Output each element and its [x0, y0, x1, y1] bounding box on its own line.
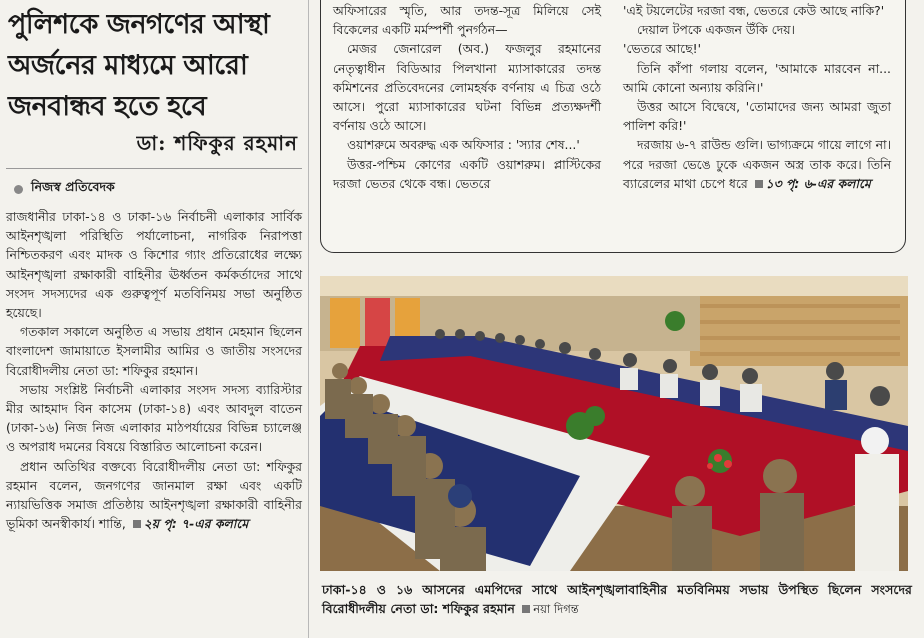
- square-icon: [755, 180, 763, 188]
- paragraph: 'ভেতরে আছে!': [623, 41, 702, 57]
- boxed-story-left-column: [333, 1, 601, 252]
- photo-caption: [322, 580, 912, 619]
- square-icon: [522, 605, 530, 613]
- headline: [8, 4, 302, 127]
- meeting-photo-illustration: [320, 276, 908, 571]
- correspondent-text: নিজস্ব প্রতিবেদক: [31, 179, 115, 194]
- boxed-story-right-column: [623, 1, 891, 252]
- paragraph: সভায় সংশ্লিষ্ট নির্বাচনী এলাকার সংসদ সদস্য ব্যারিস্টার মীর আহমাদ বিন কাসেম (ঢাকা-১৪) এবং আবদুল বাতেন (ঢাকা-১৬) নিজ নিজ এলাকার মাঠপর্যায়ের বিভিন্ন চ্যালেঞ্জ ও অপরাধ দমনের বিষয়ে বিস্তারিত আলোচনা করেন।: [6, 381, 302, 455]
- caption-text: ঢাকা-১৪ ও ১৬ আসনের এমপিদের সাথে আইনশৃঙ্খলাবাহিনীর মতবিনিময় সভায় উপস্থিত ছিলেন সংসদের বিরোধীদলীয় নেতা ডা: শফিকুর রহমান: [322, 582, 912, 616]
- paragraph-text: দরজায় ৬-৭ রাউন্ড গুলি। ভাগ্যক্রমে গায়ে লাগে না। পরে দরজা ভেঙে ঢুকে একজন অস্ত্র তাক করে। তিনি ব্যারেলের মাথা চেপে ধরে: [623, 137, 891, 191]
- paragraph: উত্তর-পশ্চিম কোণের একটি ওয়াশরুম। প্লাস্টিকের দরজা ভেতর থেকে বন্ধ। ভেতরে: [333, 156, 601, 191]
- photo-credit: নয়া দিগন্ত: [533, 602, 579, 616]
- paragraph: মেজর জেনারেল (অব.) ফজলুর রহমানের নেতৃত্বাধীন বিডিআর পিলখানা ম্যাসাকারের তদন্ত কমিশনের প্রতিবেদনের লোমহর্ষক বর্ণনায় এ চিত্র ওঠে আসে। পুরো ম্যাসাকারের ঘটনা বিভিন্ন প্রত্যক্ষদর্শী বর্ণনায় ওঠে আসে।: [333, 41, 601, 134]
- paragraph: তিনি কাঁপা গলায় বলেন, 'আমাকে মারবেন না... আমি কোনো অন্যায় করিনি।': [623, 60, 891, 95]
- lead-story: [6, 0, 302, 638]
- paragraph-last: [623, 135, 891, 193]
- column-divider: [308, 0, 309, 638]
- divider: [6, 168, 302, 169]
- boxed-story: [320, 0, 906, 253]
- lead-story-body: [6, 207, 302, 533]
- paragraph-text: প্রধান অতিথির বক্তব্যে বিরোধীদলীয় নেতা ডা: শফিকুর রহমান বলেন, জনগণের জানমাল রক্ষা এবং একটি ন্যায়ভিত্তিক সমাজ প্রতিষ্ঠায় আইনশৃঙ্খলা রক্ষাকারী বাহিনীর ভূমিকা অনস্বীকার্য। শান্তি,: [6, 458, 302, 532]
- paragraph: 'এই টয়লেটের দরজা বন্ধ, ভেতরে কেউ আছে নাকি?': [623, 3, 885, 18]
- paragraph: গতকাল সকালে অনুষ্ঠিত এ সভায় প্রধান মেহমান ছিলেন বাংলাদেশ জামায়াতে ইসলামীর আমির ও জাতীয় সংসদের বিরোধীদলীয় নেতা ডা: শফিকুর রহমান।: [6, 324, 302, 378]
- paragraph-last: [6, 457, 302, 534]
- continuation-link[interactable]: ১৩ পৃ: ৬-এর কলামে: [765, 175, 871, 191]
- byline: ডা: শফিকুর রহমান: [136, 131, 298, 155]
- headline-line-3: জনবান্ধব হতে হবে: [8, 91, 207, 122]
- continuation-link[interactable]: ২য় পৃ: ৭-এর কলামে: [143, 516, 249, 532]
- correspondent-label: [14, 179, 302, 199]
- bullet-icon: [14, 185, 23, 194]
- square-icon: [133, 520, 141, 528]
- paragraph: উত্তর আসে বিদ্বেষে, 'তোমাদের জন্য আমরা জুতা পালিশ করি!': [623, 99, 891, 134]
- paragraph: ওয়াশরুমে অবরুদ্ধ এক অফিসার : 'স্যার শেষ...': [347, 137, 580, 153]
- paragraph: রাজধানীর ঢাকা-১৪ ও ঢাকা-১৬ নির্বাচনী এলাকার সার্বিক আইনশৃঙ্খলা পরিস্থিতি পর্যালোচনা, নাগরিক নিরাপত্তা নিশ্চিতকরণ এবং মাদক ও কিশোর গ্যাং প্রতিরোধের লক্ষ্যে আইনশৃঙ্খলা রক্ষাকারী বাহিনীর ঊর্ধ্বতন কর্মকর্তাদের সাথে সংসদ সদস্যদের এক গুরুত্বপূর্ণ মতবিনিময় সভা অনুষ্ঠিত হয়েছে।: [6, 209, 302, 321]
- headline-line-1: পুলিশকে জনগণের আস্থা: [8, 9, 270, 40]
- meeting-photo: [320, 276, 908, 571]
- paragraph: দেয়াল টপকে একজন উঁকি দেয়।: [637, 22, 795, 38]
- paragraph: অফিসারের স্মৃতি, আর তদন্ত-সূত্র মিলিয়ে সেই বিকেলের একটি মর্মস্পর্শী পুনর্গঠন—: [333, 3, 601, 38]
- headline-line-2: অর্জনের মাধ্যমে আরো: [8, 50, 248, 81]
